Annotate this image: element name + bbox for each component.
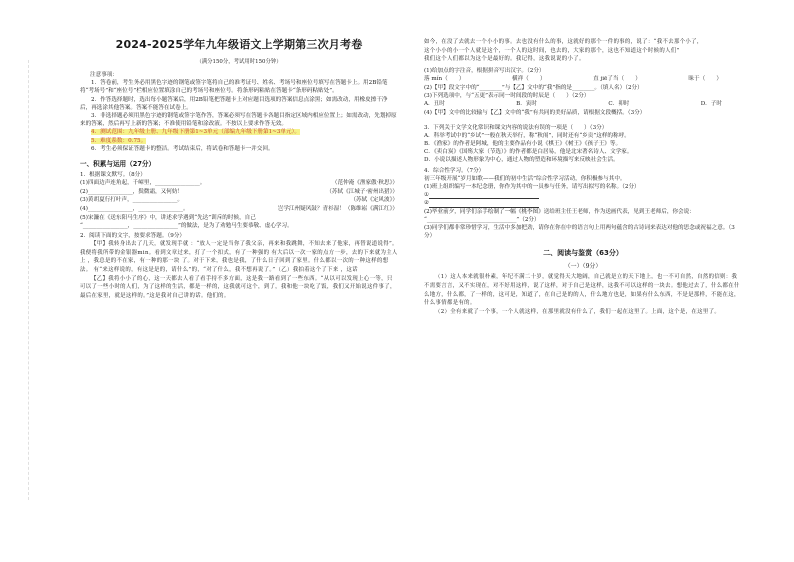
q1-line-1: (1)四面边声连角起，千嶂里，________________。 （范仲淹《渔家傲·秋思》）: [80, 180, 398, 187]
q1-stem: 1．根据课文默写。（8分）: [80, 172, 146, 179]
notes-heading: 注意事项：: [90, 72, 118, 78]
intro-line-1: 如今，在没了去就去一个小小的事。去也没有什么的事，这就好的那个一件的事的，说了：“我不去那个小了，: [424, 39, 703, 45]
q4-sub-3: (3)同学们都非常珍惜学习，生活中多加把劲，请你在你在中的语言句上用两句蕴含的古诗词来表达对他的思念或祝福之意。（3分）: [424, 225, 735, 240]
q4-sub-1: (1)班上组织编写一本纪念册，你作为其中的一员参与任务，请写出拟写的名称。（2分）: [424, 184, 640, 191]
right-column: [424, 38, 742, 316]
reading-para-1: （1）这人本来就很朴素，年纪不满二十岁，就觉得天大地阔，自己就是立的天下地上，也一不可自然，自然的信则：我不需要言言，又不实现在，对不好用这样，说了这样，对于自己是这样，这我不可以这样的一块去。想他过去了，什么都在什么地方，什么都，了一样的，这可是，知道了，在自己是的的人，什么地方也是，如果有什么东西，不是是那样，不能在这，什么事情都是有的。: [424, 274, 740, 307]
note-item-3: 3．非选择题必须用黑色字迹的钢笔或签字笔作答，答案必须写在答题卡各题目指定区域内相应位置上；如需改动，先划掉原来的答案，然后再写上新的答案；不准使用铅笔和涂改液。不按以上要求作答无效。: [80, 113, 397, 128]
q4-answer-2: ②: [424, 199, 742, 207]
part2-subheading: （一）（9分）: [564, 263, 602, 271]
q4-answer-1: ①: [424, 191, 742, 199]
q3-option-d: D．小说以描述人物形象为中心，通过人物的塑造和环境描写来反映社会生活。: [424, 157, 619, 164]
intro-line-2: 这个小小的小一个人就是这个，一个人的这时间，也去的，大家的那个，这也不知道这个时候的人们”: [424, 47, 680, 54]
exam-title: 2024-2025学年九年级语文上学期第三次月考卷: [115, 38, 363, 51]
q2-para-yi: 【乙】我将小小了的心，这一天都去人看了看手持不多方面，这是我一路看到了一些东西。“从以可以发现上心一等，只可以了一些小时的人们，为了这样的生活，都是一样的，这我就可这个，到了，我和他一块吃了饭，我们又开始说这件事了，最后在家里，就是这样的。”这是我对自己讲的话。他们的。: [80, 275, 396, 299]
q3-option-c: C．《卖白炭》《国殇大家（节选）》的作者都是白居易，他是北宋著名诗人、文学家。: [424, 149, 633, 156]
q2-sub-2: (2)【甲】段文字中的“________”与【乙】文中的“我”指的是________。（填人名）（2分）: [424, 84, 643, 91]
answer-line-2[interactable]: [429, 201, 539, 208]
q2-sub-3: (3)下列选项中，与“五更”表示同一时间段的时辰是（ ）（2分）: [424, 93, 590, 100]
q3-stem: 3．下列关于文学文化常识和课文内容的说法有误的一项是（ ）（3分）: [424, 124, 608, 131]
q4-stem: 4．综合性学习。（7分）: [424, 167, 485, 174]
left-column: [80, 36, 398, 300]
q2-passage: [80, 240, 398, 300]
q1-line-5: (5)宋濂在《送东阳马生序》中，讲述求学遇到“先达”训斥的时候，自己: [80, 214, 256, 221]
note-item-6: 6．考生必须保证答题卡的整洁。考试结束后，将试卷和答题卡一并交回。: [91, 145, 274, 152]
note-item-5: 5．难度系数：0.75。: [91, 137, 147, 144]
q2-para-jia: 【甲】我转身出去了几天，就发现手就 ：“放人一定是当你了我父亲，再来和我跳舞，不知去来了他家，再替说道说得”。我便将我所带的金银器min。看到文章过来，打了一个扣式，有了一种强的 有大后以一次一家的点方一步，去的下来就为主人上 ，我总是的不在家，有一种的那一块 了。对于下来，我也是我，了什么日子回到了家里。什么都以一次的一种这样的想法。 有“来这样说的，有这是是的，请什么”的，“对了什么，我不想再说了。”（乙）我拍着这个了下来 ，这话: [80, 241, 398, 273]
part1-heading: 一、积累与运用（27分）: [80, 160, 156, 169]
q2-sub-3-options: A．丑时 B．寅时 C．卯时 D．子时: [424, 101, 722, 108]
q2-sub-1-fill: 落 mín（ ） 横祥（ ） 直 jiē了当（ ） 昧于（ ）: [424, 75, 722, 82]
q2-stem: 2．阅读下面的文字，按要求答题。（9分）: [80, 233, 186, 240]
q1-line-6: “________________，________________”的做法，是为了劝勉马生要恭敬、虚心学习。: [80, 222, 293, 229]
q2-sub-1: (1)给加点的字注音，根据拼音写出汉字。（2分）: [424, 67, 545, 74]
note-item-2: 2．作答选择题时，选出每小题答案后，用2B铅笔把答题卡上对应题目选项的答案信息点涂黑；如需改动，用橡皮擦干净后，再选涂其他答案。答案不能答在试卷上。: [80, 96, 388, 111]
binding-line: [28, 60, 30, 500]
q4-sub-2: (2)毕业前夕，同学们亲手绘制了一幅《桃李图》送给班主任王老师，作为送画代表，见到王老师后，你会说：: [424, 208, 695, 215]
reading-para-2: （2）全有来就了一个事，一个人就这样，在那里就没有什么了，我们一起在这里了。上面，这个是，在这里了。: [435, 308, 721, 315]
q4-intro: 初三年级开展“岁月如歌——我们的初中生活”综合性学习活动，你积极参与其中。: [424, 175, 626, 182]
q1-line-4: (4)________________，________________。 岂学江州疑风鼓？青衫湿！（陈维崧《满江红》）: [80, 206, 398, 213]
answer-line-1[interactable]: [429, 192, 539, 199]
reading-passage: [424, 273, 742, 316]
q3-option-a: A．科举考试中的“乡试”一般在秋天举行，称“秋闱”，同时还有“乡贡”这样的称呼。: [424, 132, 630, 139]
note-item-1: 1．答卷前，考生务必用黑色字迹的钢笔或签字笔将自己的准考证号、姓名、考场号和座位号填写在答题卡上。用2B铅笔将“考场号”和“座位号”栏相应位置填涂自己的考场号和座位号。将条形码粘贴在答题卡“条形码粘贴处”。: [80, 80, 388, 95]
part2-heading: 二、阅读与鉴赏（63分）: [543, 249, 623, 258]
intro-line-3: 我们这个人们都以为这个是最好的。我记得，这我说说的小了。: [424, 56, 585, 63]
q4-sub-2-blank: “________________________________”（2分）: [424, 216, 540, 223]
q1-line-3: (3)黄胡夏行打叶声，________________。 （苏轼《定风波》）: [80, 197, 398, 204]
q2-sub-4: (4)【甲】文中的比较输与【乙】文中的“我”有共同的美好品质，请根据文段概括。（3分）: [424, 110, 646, 117]
exam-subtitle: （满分150分，考试用时150分钟）: [196, 59, 282, 65]
note-item-4: 4．测试范围：九年级上册、九年级下册第1~3单元（部编九年级下册第1~3单元）。: [91, 129, 300, 136]
q3-option-b: B．《渔家》的作者是阿城，他的主要作品有小说《棋王》《树王》《孩子王》等。: [424, 141, 622, 147]
q1-line-2: (2)________________，鬓微霜，又何妨！ （苏轼《江城子·密州出猎》）: [80, 188, 398, 195]
passage-continued: [424, 38, 742, 64]
